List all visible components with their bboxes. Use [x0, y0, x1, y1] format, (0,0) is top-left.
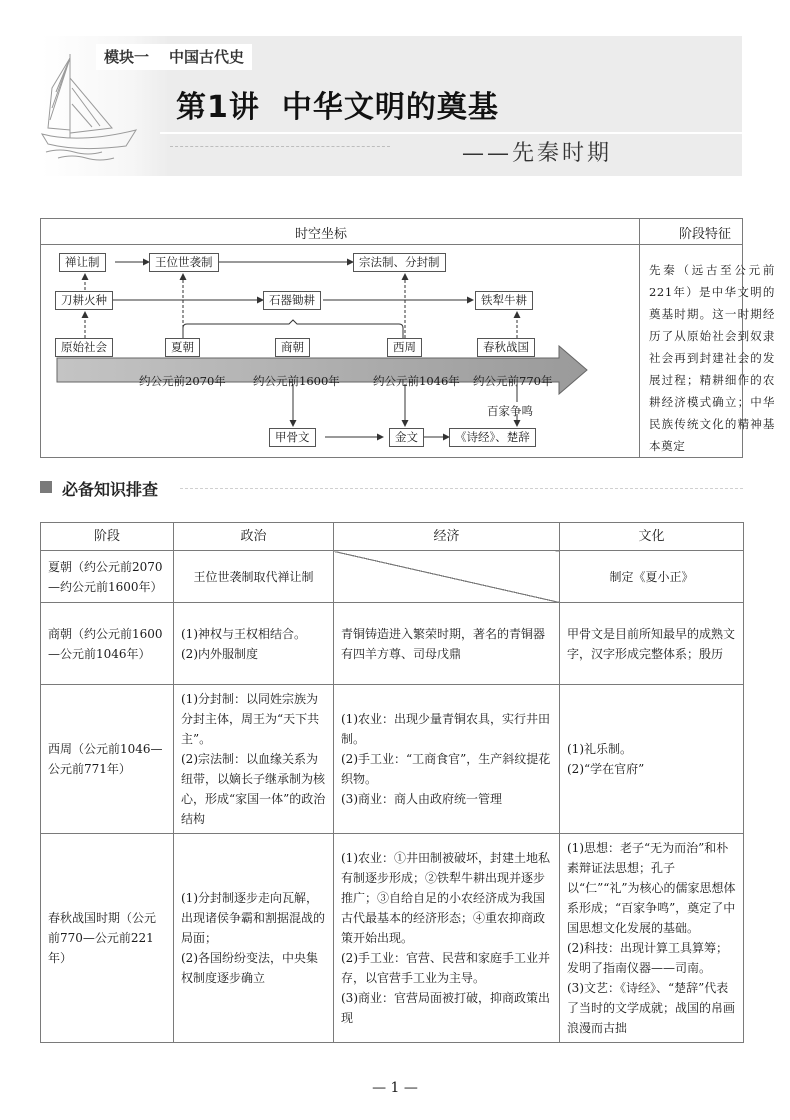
period-cell: 春秋战国时期（公元前770—公元前221年）: [41, 834, 174, 1043]
politics-cell: [174, 551, 334, 603]
culture-cell: [560, 834, 744, 1043]
table-row: [41, 551, 744, 603]
cell-line: (1)分封制：以同姓宗族为分封主体，周王为“天下共主”。: [181, 692, 320, 746]
cell-line: 制定《夏小正》: [609, 569, 694, 584]
cell-line: (1)分封制逐步走向瓦解，出现诸侯争霸和割据混战的局面；: [181, 891, 326, 945]
cell-line: (2)内外服制度: [181, 646, 258, 661]
period-cell: 夏朝（约公元前2070—约公元前1600年）: [41, 551, 174, 603]
period-cell: 商朝（约公元前1600—公元前1046年）: [41, 603, 174, 685]
node-wangwei: 王位世袭制: [149, 253, 219, 272]
node-baijia: 百家争鸣: [487, 404, 533, 418]
timeline-header-features: 阶段特征: [679, 227, 732, 242]
cell-line: (1)农业：出现少量青铜农具，实行井田制。: [341, 712, 550, 746]
culture-cell: [560, 685, 744, 834]
timeline-table: [40, 218, 775, 458]
timeline-header-coordinates: 时空坐标: [295, 227, 348, 242]
table-row: [41, 603, 744, 685]
header-culture: 文化: [560, 523, 744, 551]
table-row: [41, 685, 744, 834]
economy-cell-empty: [334, 551, 560, 603]
node-xizhou: 西周: [387, 338, 422, 357]
node-chunqiu: 春秋战国: [477, 338, 535, 357]
politics-cell: [174, 685, 334, 834]
lesson-name: 中华文明的奠基: [281, 90, 499, 125]
node-zongfa: 宗法制、分封制: [353, 253, 446, 272]
culture-cell: [560, 551, 744, 603]
page-number: — 1 —: [0, 1080, 790, 1096]
cell-line: (2)“学在官府”: [567, 762, 645, 776]
cell-line: (2)宗法制：以血缘关系为纽带，以嫡长子继承制为核心，形成“家国一体”的政治结构: [181, 752, 326, 826]
cell-line: (1)农业：①井田制被破坏，封建土地私有制逐步形成；②铁犁牛耕出现并逐步推广；③自给自足的小农经济成为我国古代最基本的经济形态；④重农抑商政策开始出现。: [341, 851, 550, 945]
header-divider: [160, 132, 742, 134]
node-jiagu: 甲骨文: [269, 428, 316, 447]
cell-line: (2)手工业：官营、民营和家庭手工业并存，以官营手工业为主导。: [341, 951, 550, 985]
timeline-column-divider: [639, 219, 640, 457]
node-shang: 商朝: [275, 338, 310, 357]
node-jinwen: 金文: [389, 428, 424, 447]
cell-line: (2)手工业：“工商食官”，生产斜纹提花织物。: [341, 752, 551, 786]
cell-line: (2)各国纷纷变法，中央集权制度逐步确立: [181, 951, 318, 985]
date-label: 约公元前770年: [473, 374, 553, 388]
economy-cell: [334, 685, 560, 834]
politics-cell: [174, 834, 334, 1043]
lesson-title: [176, 82, 499, 126]
date-label: 约公元前2070年: [139, 374, 226, 388]
cell-line: (1)神权与王权相结合。: [181, 626, 306, 641]
knowledge-table: [40, 522, 744, 1043]
lesson-subtitle: ——先秦时期: [462, 141, 613, 166]
section-marker: [40, 481, 52, 493]
node-xia: 夏朝: [165, 338, 200, 357]
culture-cell: [560, 603, 744, 685]
node-tieli: 铁犁牛耕: [475, 291, 533, 310]
period-cell: 西周（公元前1046—公元前771年）: [41, 685, 174, 834]
politics-cell: [174, 603, 334, 685]
module-name: 中国古代史: [169, 48, 245, 66]
stage-feature-text: 先秦（远古至公元前221年）是中华文明的奠基时期。这一时期经历了从原始社会到奴隶社会再到封建社会的发展过程；精耕细作的农耕经济模式确立；中华民族传统文化的精神基本奠定: [649, 263, 775, 453]
cell-line: 王位世袭制取代禅让制: [193, 569, 314, 584]
date-label: 约公元前1046年: [373, 374, 460, 388]
node-yuanshi: 原始社会: [55, 338, 113, 357]
header-economy: 经济: [334, 523, 560, 551]
section-divider: [180, 488, 743, 489]
header-period: 阶段: [41, 523, 174, 551]
module-label: [96, 44, 252, 70]
node-shanrang: 禅让制: [59, 253, 106, 272]
table-row: [41, 834, 744, 1043]
cell-line: (3)商业：官营局面被打破，抑商政策出现: [341, 991, 550, 1025]
node-shiqi: 石器锄耕: [263, 291, 321, 310]
lesson-number: 第1讲: [176, 90, 260, 125]
header-dashed-line: [170, 146, 390, 147]
section-title: 必备知识排查: [62, 480, 159, 499]
cell-line: 青铜铸造进入繁荣时期，著名的青铜器有四羊方尊、司母戊鼎: [341, 626, 546, 661]
table-header-row: [41, 523, 744, 551]
cell-line: (2)科技：出现计算工具算筹；发明了指南仪器——司南。: [567, 941, 728, 975]
node-shijing: 《诗经》、楚辞: [449, 428, 536, 447]
cell-line: (3)文艺：《诗经》、“楚辞”代表了当时的文学成就；战国的帛画浪漫而古拙: [567, 981, 736, 1035]
timeline-diagram: [41, 244, 639, 458]
cell-line: (1)礼乐制。: [567, 742, 632, 756]
date-label: 约公元前1600年: [253, 374, 340, 388]
cell-line: (3)商业：商人由政府统一管理: [341, 792, 502, 806]
header-politics: 政治: [174, 523, 334, 551]
economy-cell: [334, 603, 560, 685]
cell-line: (1)思想：老子“无为而治”和朴素辩证法思想；孔子以“仁”“礼”为核心的儒家思想体系形成；“百家争鸣”，奠定了中国思想文化发展的基础。: [567, 841, 736, 935]
module-number: 模块一: [104, 48, 150, 66]
node-daogeng: 刀耕火种: [55, 291, 113, 310]
cell-line: 甲骨文是目前所知最早的成熟文字，汉字形成完整体系；殷历: [567, 626, 736, 661]
economy-cell: [334, 834, 560, 1043]
